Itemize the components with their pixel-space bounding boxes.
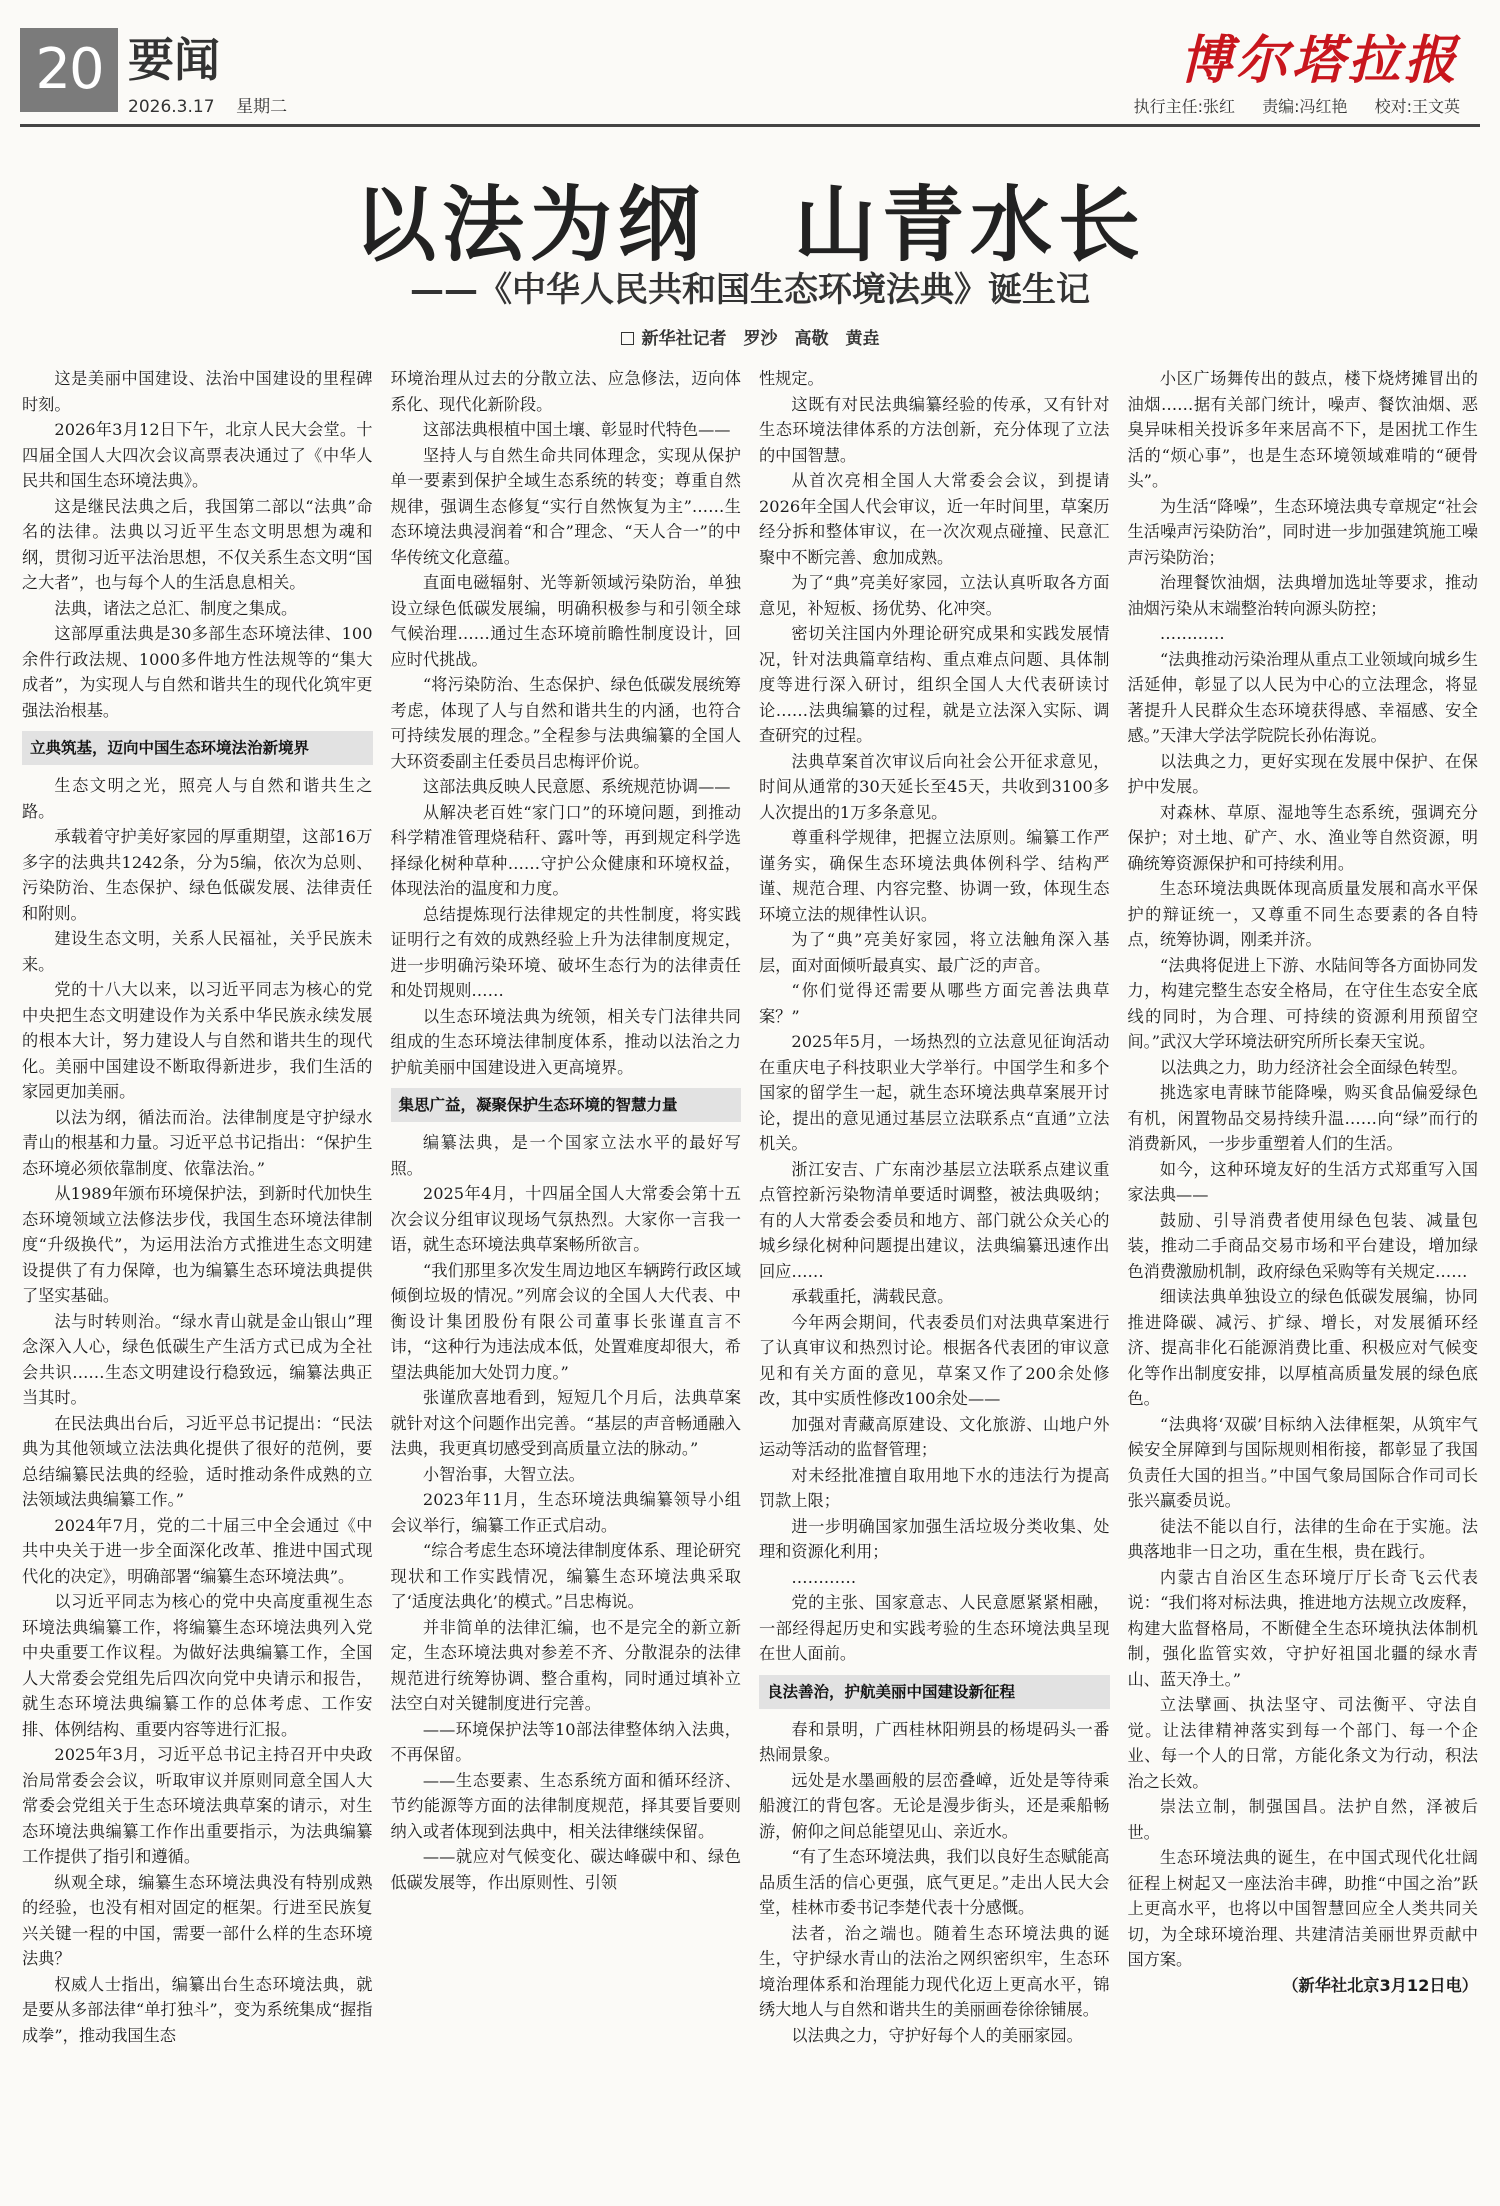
paragraph: 为了“典”亮美好家园，立法认真听取各方面意见，补短板、扬优势、化冲突。 [759,573,1110,618]
paragraph: 在民法典出台后，习近平总书记提出：“民法典为其他领域立法法典化提供了很好的范例，要总结编纂民法典的经验，适时推动条件成熟的立法领域法典编纂工作。” [22,1413,373,1509]
paragraph: 从解决老百姓“家门口”的环境问题，到推动科学精准管理烧秸秆、露叶等，再到规定科学选择绿化树种草种……守护公众健康和环境权益，体现法治的温度和力度。 [390,802,741,898]
paragraph: 法典，诸法之总汇、制度之集成。 [54,598,298,618]
header-rule [20,124,1480,127]
paragraph: 法者，治之端也。随着生态环境法典的诞生，守护绿水青山的法治之网织密织牢，生态环境治理体系和治理能力现代化迈上更高水平，锦绣大地人与自然和谐共生的美丽画卷徐徐铺展。 [759,1923,1110,2019]
masthead [0,0,1500,120]
paragraph: 以法典之力，守护好每个人的美丽家园。 [791,2025,1083,2045]
paragraph: 对森林、草原、湿地等生态系统，强调充分保护；对土地、矿产、水、渔业等自然资源，明确统筹资源保护和可持续利用。 [1127,802,1478,873]
headline: 以法为纲 山青水长 [353,177,1146,273]
subheading: 良法善治，护航美丽中国建设新征程 [759,1675,1110,1709]
paragraph: 以法典之力，助力经济社会全面绿色转型。 [1159,1057,1468,1077]
paragraph: 生态环境法典既体现高质量发展和高水平保护的辩证统一，又尊重不同生态要素的各自特点，统筹协调，刚柔并济。 [1127,879,1478,949]
paragraph: 建设生态文明，关系人民福祉，关乎民族未来。 [22,929,373,974]
paragraph: 并非简单的法律汇编，也不是完全的新立新定，生态环境法典对参差不齐、分散混杂的法律规范进行统筹协调、整合重构，同时通过填补立法空白对关键制度进行完善。 [390,1617,741,1713]
paragraph: 从首次亮相全国人大常委会会议，到提请2026年全国人代会审议，近一年时间里，草案历经分拆和整体审议，在一次次观点碰撞、民意汇聚中不断完善、愈加成熟。 [759,471,1110,567]
paragraph: 这部法典反映人民意愿、系统规范协调—— [422,777,731,796]
byline-box-icon [621,332,634,345]
byline [0,324,1500,349]
paragraph: 性规定。 [759,369,824,388]
paragraph: 小区广场舞传出的鼓点，楼下烧烤摊冒出的油烟……据有关部门统计，噪声、餐饮油烟、恶臭异味相关投诉多年来居高不下，是困扰工作生活的“烦心事”，也是生态环境领域难啃的“硬骨头”。 [1127,369,1478,490]
page-number: 20 [20,28,118,112]
section-title: 要闻 [128,33,220,87]
paragraph: 尊重科学规律，把握立法原则。编纂工作严谨务实，确保生态环境法典体例科学、结构严谨、规范合理、内容完整、协调一致，体现生态环境立法的规律性认识。 [759,828,1110,924]
article-column-4 [1128,366,1479,2192]
paragraph: “我们那里多次发生周边地区车辆跨行政区域倾倒垃圾的情况。”列席会议的全国人大代表、中衡设计集团股份有限公司董事长张谨直言不讳，“这种行为违法成本低，处置难度却很大，希望法典能加大处罚力度。” [390,1260,741,1382]
paragraph: 坚持人与自然生命共同体理念，实现从保护单一要素到保护全域生态系统的转变；尊重自然规律，强调生态修复“实行自然恢复为主”……生态环境法典浸润着“和合”理念、“天人合一”的中华传统文化意蕴。 [390,445,741,567]
issue-weekday: 星期二 [236,97,288,117]
newspaper-logo: 博尔塔拉报 [1179,30,1460,91]
paragraph: 内蒙古自治区生态环境厅厅长奇飞云代表说：“我们将对标法典，推进地方法规立改废释，构建大监督格局，不断健全生态环境执法体制机制，强化监管实效，守护好祖国北疆的绿水青山、蓝天净土。” [1127,1567,1478,1689]
paragraph: “你们觉得还需要从哪些方面完善法典草案？” [759,981,1110,1026]
paragraph: 2025年5月，一场热烈的立法意见征询活动在重庆电子科技职业大学举行。中国学生和多个国家的留学生一起，就生态环境法典草案展开讨论，提出的意见通过基层立法联系点“直通”立法机关。 [759,1032,1110,1153]
article-body [22,366,1478,2192]
article-column-3 [759,366,1110,2192]
paragraph: 这既有对民法典编纂经验的传承，又有针对生态环境法律体系的方法创新，充分体现了立法的中国智慧。 [759,394,1110,465]
paragraph: ——生态要素、生态系统方面和循环经济、节约能源等方面的法律制度规范，择其要旨要则纳入或者体现到法典中，相关法律继续保留。 [390,1770,741,1841]
paragraph: “法典将‘双碳’目标纳入法律框架，从筑牢气候安全屏障到与国际规则相衔接，都彰显了我国负责任大国的担当。”中国气象局国际合作司司长张兴赢委员说。 [1127,1414,1478,1510]
byline-text: 新华社记者 罗沙 高敬 黄垚 [641,329,880,349]
subtitle: ——《中华人民共和国生态环境法典》诞生记 [410,270,1090,310]
paragraph: 如今，这种环境友好的生活方式郑重写入国家法典—— [1127,1159,1478,1204]
paragraph: 这是美丽中国建设、法治中国建设的里程碑时刻。 [22,369,373,414]
paragraph: 编纂法典，是一个国家立法水平的最好写照。 [390,1133,741,1178]
paragraph: 这部厚重法典是30多部生态环境法律、100余件行政法规、1000多件地方性法规等的“集大成者”，为实现人与自然和谐共生的现代化筑牢更强法治根基。 [22,624,373,720]
paragraph: 党的十八大以来，以习近平同志为核心的党中央把生态文明建设作为关系中华民族永续发展的根本大计，努力建设人与自然和谐共生的现代化。美丽中国建设不断取得新进步，我们生活的家园更加美丽。 [22,980,373,1101]
paragraph: 浙江安吉、广东南沙基层立法联系点建议重点管控新污染物清单要适时调整，被法典吸纳；有的人大常委会委员和地方、部门就公众关心的城乡绿化树种问题提出建议，法典编纂迅速作出回应…… [759,1159,1110,1281]
paragraph: “有了生态环境法典，我们以良好生态赋能高品质生活的信心更强，底气更足。”走出人民大会堂，桂林市委书记李楚代表十分感慨。 [759,1847,1110,1917]
dateline [128,92,287,117]
paragraph: 生态环境法典的诞生，在中国式现代化壮阔征程上树起又一座法治丰碑，助推“中国之治”跃上更高水平，也将以中国智慧回应全人类共同关切，为全球环境治理、共建清洁美丽世界贡献中国方案。 [1127,1848,1478,1969]
paragraph: 崇法立制，制强国昌。法护自然，泽被后世。 [1127,1797,1478,1842]
paragraph: “将污染防治、生态保护、绿色低碳发展统筹考虑，体现了人与自然和谐共生的内涵，也符合可持续发展的理念。”全程参与法典编纂的全国人大环资委副主任委员吕忠梅评价说。 [390,675,741,771]
paragraph: “法典将促进上下游、水陆间等各方面协同发力，构建完整生态安全格局，在守住生态安全底线的同时，为合理、可持续的资源利用预留空间。”武汉大学环境法研究所所长秦天宝说。 [1127,955,1478,1051]
paragraph: ………… [791,1567,857,1587]
paragraph: 鼓励、引导消费者使用绿色包装、减量包装，推动二手商品交易市场和平台建设，增加绿色消费激励机制，政府绿色采购等有关规定…… [1127,1210,1478,1281]
paragraph: 这部法典根植中国土壤、彰显时代特色—— [422,420,731,439]
paragraph: 环境治理从过去的分散立法、应急修法，迈向体系化、现代化新阶段。 [390,369,741,414]
paragraph: 以习近平同志为核心的党中央高度重视生态环境法典编纂工作，将编纂生态环境法典列入党中央重要工作议程。为做好法典编纂工作，全国人大常委会党组先后四次向党中央请示和报告，就生态环境法典编纂工作的总体考虑、工作安排、体例结构、重要内容等进行汇报。 [22,1592,373,1739]
paragraph: 以生态环境法典为统领，相关专门法律共同组成的生态环境法律制度体系，推动以法治之力护航美丽中国建设进入更高境界。 [390,1006,741,1077]
paragraph: 以法为纲，循法而治。法律制度是守护绿水青山的根基和力量。习近平总书记指出：“保护生态环境必须依靠制度、依靠法治。” [22,1107,373,1178]
responsible-editor: 责编:冯红艳 [1262,97,1348,116]
paragraph: 生态文明之光，照亮人与自然和谐共生之路。 [22,776,373,821]
paragraph: 承载着守护美好家园的厚重期望，这部16万多字的法典共1242条，分为5编，依次为总则、污染防治、生态保护、绿色低碳发展、法律责任和附则。 [22,827,373,923]
paragraph: 小智治事，大智立法。 [422,1464,585,1484]
paragraph: 2025年3月，习近平总书记主持召开中央政治局常委会会议，听取审议并原则同意全国人大常委会党组关于生态环境法典草案的请示，对生态环境法典编纂工作作出重要指示，为法典编纂工作提供了指引和遵循。 [22,1745,373,1866]
paragraph: 承载重托，满载民意。 [791,1287,954,1306]
paragraph: “综合考虑生态环境法律制度体系、理论研究现状和工作实践情况，编纂生态环境法典采取了‘适度法典化’的模式。”吕忠梅说。 [390,1541,741,1611]
paragraph: 为了“典”亮美好家园，将立法触角深入基层，面对面倾听最真实、最广泛的声音。 [759,930,1110,975]
paragraph: 密切关注国内外理论研究成果和实践发展情况，针对法典篇章结构、重点难点问题、具体制度等进行深入研讨，组织全国人大代表研读讨论……法典编纂的过程，就是立法深入实际、调查研究的过程。 [759,624,1110,745]
paragraph: 从1989年颁布环境保护法，到新时代加快生态环境领域立法修法步伐，我国生态环境法律制度“升级换代”，为运用法治方式推进生态文明建设提供了有力保障，也为编纂生态环境法典提供了坚实基础。 [22,1184,373,1305]
paragraph: 2026年3月12日下午，北京人民大会堂。十四届全国人大四次会议高票表决通过了《中华人民共和国生态环境法典》。 [22,420,373,490]
paragraph: 法与时转则治。“绿水青山就是金山银山”理念深入人心，绿色低碳生产生活方式已成为全社会共识……生态文明建设行稳致远，编纂法典正当其时。 [22,1311,373,1407]
paragraph: 细读法典单独设立的绿色低碳发展编，协同推进降碳、减污、扩绿、增长，对发展循环经济、提高非化石能源消费比重、积极应对气候变化等作出制度安排，以厚植高质量发展的绿色底色。 [1127,1287,1478,1408]
paragraph: 对未经批准擅自取用地下水的违法行为提高罚款上限； [759,1465,1110,1510]
paragraph: 党的主张、国家意志、人民意愿紧紧相融，一部经得起历史和实践考验的生态环境法典呈现在世人面前。 [759,1593,1110,1663]
paragraph: 2025年4月，十四届全国人大常委会第十五次会议分组审议现场气氛热烈。大家你一言我一语，就生态环境法典草案畅所欲言。 [390,1184,741,1254]
paragraph: 这是继民法典之后，我国第二部以“法典”命名的法律。法典以习近平生态文明思想为魂和纲，贯彻习近平法治思想，不仅关系生态文明“国之大者”，也与每个人的生活息息相关。 [22,496,373,592]
paragraph: 立法擘画、执法坚守、司法衡平、守法自觉。让法律精神落实到每一个部门、每一个企业、每一个人的日常，方能化条文为行动，积法治之长效。 [1127,1695,1478,1791]
paragraph: 远处是水墨画般的层峦叠嶂，近处是等待乘船渡江的背包客。无论是漫步街头，还是乘船畅游，俯仰之间总能望见山、亲近水。 [759,1770,1110,1841]
subheading: 立典筑基，迈向中国生态环境法治新境界 [22,731,373,765]
paragraph: ——就应对气候变化、碳达峰碳中和、绿色低碳发展等，作出原则性、引领 [390,1847,741,1892]
paragraph: 加强对青藏高原建设、文化旅游、山地户外运动等活动的监督管理； [759,1414,1110,1459]
paragraph: 2024年7月，党的二十届三中全会通过《中共中央关于进一步全面深化改革、推进中国式现代化的决定》，明确部署“编纂生态环境法典”。 [22,1515,373,1586]
paragraph: 总结提炼现行法律规定的共性制度，将实践证明行之有效的成熟经验上升为法律制度规定，进一步明确污染环境、破坏生态行为的法律责任和处罚规则…… [390,904,741,1000]
article-column-2 [391,366,742,2192]
paragraph: 张谨欣喜地看到，短短几个月后，法典草案就针对这个问题作出完善。“基层的声音畅通融入法典，我更真切感受到高质量立法的脉动。” [390,1388,741,1458]
paragraph: 直面电磁辐射、光等新领域污染防治，单独设立绿色低碳发展编，明确积极参与和引领全球气候治理……通过生态环境前瞻性制度设计，回应时代挑战。 [390,573,741,669]
paragraph: 纵观全球，编纂生态环境法典没有特别成熟的经验，也没有相对固定的框架。行进至民族复兴关键一程的中国，需要一部什么样的生态环境法典？ [22,1872,373,1968]
paragraph: 法典草案首次审议后向社会公开征求意见，时间从通常的30天延长至45天，共收到3100多人次提出的1万多条意见。 [759,751,1110,822]
subheading: 集思广益，凝聚保护生态环境的智慧力量 [391,1088,742,1122]
paragraph: 为生活“降噪”，生态环境法典专章规定“社会生活噪声污染防治”，同时进一步加强建筑施工噪声污染防治； [1127,496,1478,567]
dateline-source: （新华社北京3月12日电） [1282,1975,1478,1995]
paragraph: “法典推动污染治理从重点工业领域向城乡生活延伸，彰显了以人民为中心的立法理念，将显著提升人民群众生态环境获得感、幸福感、安全感。”天津大学法学院院长孙佑海说。 [1127,649,1478,745]
proofreader: 校对:王文英 [1374,97,1460,116]
paragraph: 以法典之力，更好实现在发展中保护、在保护中发展。 [1127,751,1478,796]
paragraph: 挑选家电青睐节能降噪，购买食品偏爱绿色有机，闲置物品交易持续升温……向“绿”而行的消费新风，一步步重塑着人们的生活。 [1127,1083,1478,1153]
paragraph: ——环境保护法等10部法律整体纳入法典，不再保留。 [390,1719,741,1764]
paragraph: 今年两会期间，代表委员们对法典草案进行了认真审议和热烈讨论。根据各代表团的审议意见和有关方面的意见，草案又作了200余处修改，其中实质性修改100余处—— [759,1312,1110,1408]
staff-credits [1112,94,1460,117]
paragraph: 2023年11月，生态环境法典编纂领导小组会议举行，编纂工作正式启动。 [390,1490,741,1535]
paragraph: 权威人士指出，编纂出台生态环境法典，就是要从多部法律“单打独斗”，变为系统集成“握指成拳”，推动我国生态 [22,1974,373,2045]
paragraph: 徒法不能以自行，法律的生命在于实施。法典落地非一日之功，重在生根，贵在践行。 [1127,1516,1478,1561]
article-column-1 [22,366,373,2192]
issue-date: 2026.3.17 [128,97,215,117]
paragraph: 进一步明确国家加强生活垃圾分类收集、处理和资源化利用； [759,1516,1110,1561]
paragraph: ………… [1159,624,1225,643]
paragraph: 春和景明，广西桂林阳朔县的杨堤码头一番热闹景象。 [759,1719,1110,1764]
executive-editor: 执行主任:张红 [1133,97,1235,116]
paragraph: 治理餐饮油烟，法典增加选址等要求，推动油烟污染从末端整治转向源头防控； [1127,573,1478,618]
